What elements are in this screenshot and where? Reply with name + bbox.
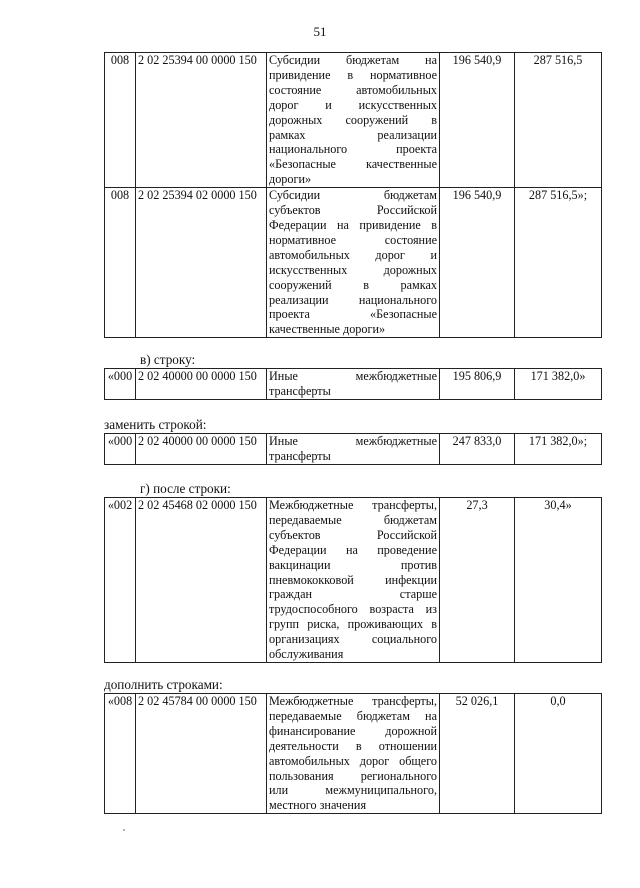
name-line: трудоспособного возраста из [269,602,437,617]
name-cell [267,498,440,663]
value-2021-cell: 195 806,9 [440,369,515,400]
table-row [105,434,602,465]
budget-table-add [104,693,602,814]
kbk-cell: 2 02 45468 02 0000 150 [136,498,267,663]
value-2022-cell: 0,0 [515,694,602,814]
name-cell [267,188,440,338]
kbk-cell: 2 02 25394 00 0000 150 [136,53,267,188]
table-row [105,53,602,188]
name-line: субъектов Российской [269,203,437,218]
name-line: финансирование дорожной [269,723,437,738]
name-line: организациях социального [269,632,437,647]
heading-replace: заменить строкой: [104,417,207,432]
name-line: передаваемые бюджетам [269,512,437,527]
name-line: трансферты [269,383,331,398]
name-line: групп риска, проживающих в [269,617,437,632]
code-cell: «008 [105,694,136,814]
name-line: вакцинации против [269,557,437,572]
name-line: трансферты [269,448,331,463]
name-line: субъектов Российской [269,527,437,542]
budget-table-g [104,497,602,663]
name-line: Федерации на привидение в [269,217,437,232]
code-cell: 008 [105,53,136,188]
name-line: граждан старше [269,587,437,602]
value-2022-cell: 171 382,0» [515,369,602,400]
budget-table-v [104,368,602,400]
name-line: Межбюджетные трансферты, [269,694,437,708]
value-2022-cell: 30,4» [515,498,602,663]
table-row [105,188,602,338]
name-line: искусственных дорожных [269,262,437,277]
name-cell [267,369,440,400]
name-line: качественные дороги» [269,322,386,337]
code-cell: «002 [105,498,136,663]
name-line: Иные межбюджетные [269,434,437,448]
name-line: пневмококковой инфекции [269,572,437,587]
name-cell [267,694,440,814]
kbk-cell: 2 02 40000 00 0000 150 [136,434,267,465]
table-row [105,694,602,814]
name-line: нормативное состояние [269,232,437,247]
value-2022-cell: 171 382,0»; [515,434,602,465]
name-line: Федерации на проведение [269,542,437,557]
name-line: рамках реализации [269,127,437,142]
name-line: дороги» [269,172,312,187]
name-line: обслуживания [269,647,344,662]
name-line: проекта «Безопасные [269,307,437,322]
budget-table-replace [104,433,602,465]
value-2022-cell: 287 516,5»; [515,188,602,338]
kbk-cell: 2 02 45784 00 0000 150 [136,694,267,814]
name-line: дорожных сооружений в [269,112,437,127]
kbk-cell: 2 02 40000 00 0000 150 [136,369,267,400]
name-line: сооружений в рамках [269,277,437,292]
name-line: реализации национального [269,292,437,307]
value-2021-cell: 27,3 [440,498,515,663]
name-line: Иные межбюджетные [269,369,437,383]
code-cell: 008 [105,188,136,338]
name-line: местного значения [269,798,367,813]
name-line: Субсидии бюджетам [269,188,437,203]
value-2022-cell: 287 516,5 [515,53,602,188]
heading-v: в) строку: [140,352,196,367]
value-2021-cell: 52 026,1 [440,694,515,814]
value-2021-cell: 247 833,0 [440,434,515,465]
name-line: автомобильных дорог общего [269,753,437,768]
name-line: Межбюджетные трансферты, [269,498,437,512]
page-number: 51 [313,24,327,39]
name-cell [267,434,440,465]
name-line: «Безопасные качественные [269,157,437,172]
name-line: передаваемые бюджетам на [269,708,437,723]
value-2021-cell: 196 540,9 [440,53,515,188]
table-row [105,498,602,663]
name-line: или межмуниципального, [269,783,437,798]
scan-speck [123,829,125,831]
name-line: дорог и искусственных [269,97,437,112]
heading-add: дополнить строками: [104,677,223,692]
name-line: Субсидии бюджетам на [269,53,437,67]
name-line: деятельности в отношении [269,738,437,753]
table-row [105,369,602,400]
name-line: национального проекта [269,142,437,157]
kbk-cell: 2 02 25394 02 0000 150 [136,188,267,338]
name-line: пользования регионального [269,768,437,783]
heading-g: г) после строки: [140,481,231,496]
name-line: привидение в нормативное [269,67,437,82]
code-cell: «000 [105,434,136,465]
name-line: состояние автомобильных [269,82,437,97]
name-line: автомобильных дорог и [269,247,437,262]
value-2021-cell: 196 540,9 [440,188,515,338]
name-cell [267,53,440,188]
code-cell: «000 [105,369,136,400]
budget-table-top [104,52,602,338]
